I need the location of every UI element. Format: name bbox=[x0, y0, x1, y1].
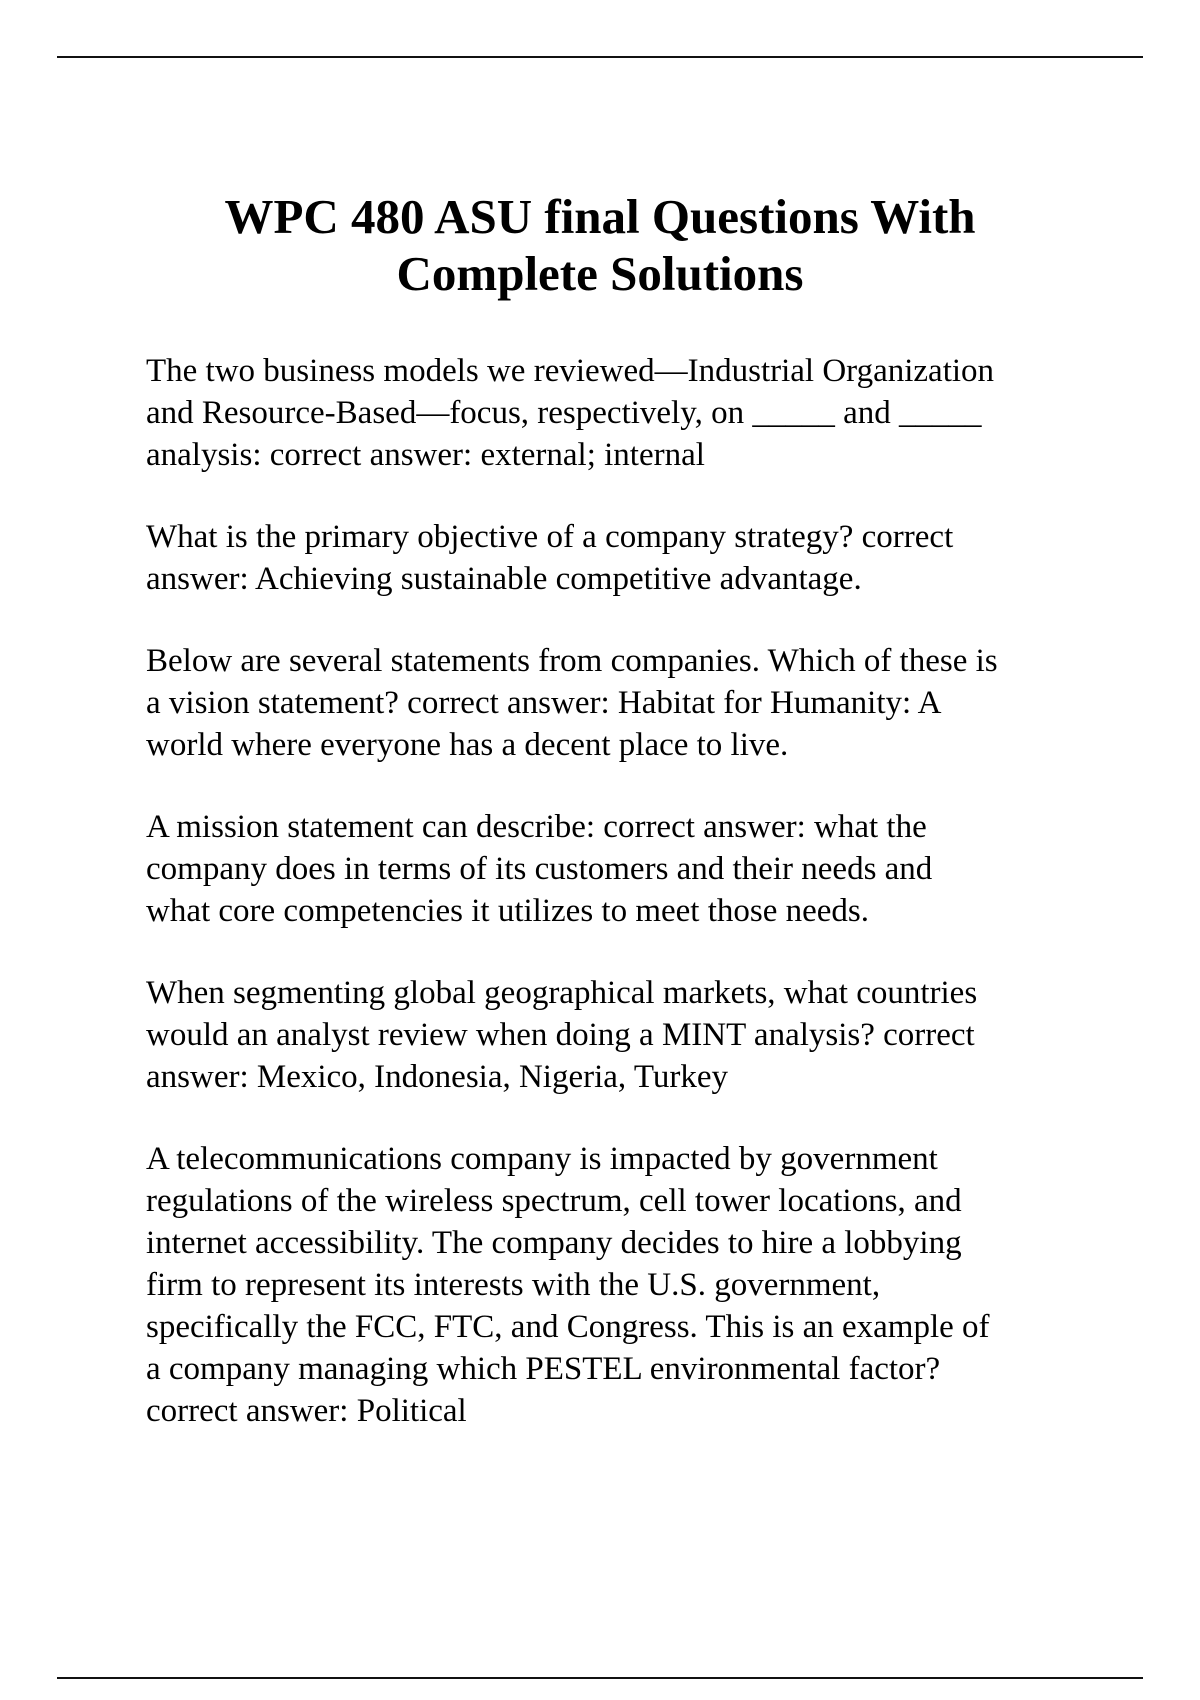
qa-item-4 bbox=[146, 806, 1096, 932]
qa-line: firm to represent its interests with the U.S. government, bbox=[146, 1267, 881, 1303]
qa-line: The two business models we reviewed—Industrial Organization bbox=[146, 353, 995, 389]
qa-line: answer: Mexico, Indonesia, Nigeria, Turkey bbox=[146, 1059, 728, 1095]
qa-item-6 bbox=[146, 1138, 1096, 1432]
qa-line: company does in terms of its customers and their needs and bbox=[146, 851, 933, 887]
title-line-1: WPC 480 ASU final Questions With bbox=[224, 189, 976, 244]
qa-line: answer: Achieving sustainable competitive advantage. bbox=[146, 561, 862, 597]
qa-line: a company managing which PESTEL environmental factor? bbox=[146, 1351, 941, 1387]
qa-line: specifically the FCC, FTC, and Congress. This is an example of bbox=[146, 1309, 990, 1345]
qa-line: and Resource-Based—focus, respectively, on _____ and _____ bbox=[146, 395, 982, 431]
qa-line: analysis: correct answer: external; internal bbox=[146, 437, 705, 473]
qa-line: When segmenting global geographical markets, what countries bbox=[146, 975, 978, 1011]
document-title bbox=[100, 188, 1100, 302]
qa-item-5 bbox=[146, 972, 1096, 1098]
qa-line: What is the primary objective of a company strategy? correct bbox=[146, 519, 954, 555]
qa-line: A mission statement can describe: correct answer: what the bbox=[146, 809, 927, 845]
qa-item-1 bbox=[146, 350, 1096, 476]
qa-item-3 bbox=[146, 640, 1096, 766]
qa-line: a vision statement? correct answer: Habitat for Humanity: A bbox=[146, 685, 942, 721]
title-line-2: Complete Solutions bbox=[396, 246, 804, 301]
qa-line: would an analyst review when doing a MINT analysis? correct bbox=[146, 1017, 975, 1053]
qa-line: A telecommunications company is impacted by government bbox=[146, 1141, 938, 1177]
qa-line: internet accessibility. The company decides to hire a lobbying bbox=[146, 1225, 962, 1261]
qa-line: what core competencies it utilizes to meet those needs. bbox=[146, 893, 870, 929]
qa-list bbox=[146, 350, 1096, 1472]
top-rule bbox=[57, 56, 1143, 58]
bottom-rule bbox=[57, 1677, 1143, 1679]
qa-line: world where everyone has a decent place to live. bbox=[146, 727, 789, 763]
qa-line: Below are several statements from companies. Which of these is bbox=[146, 643, 998, 679]
qa-line: regulations of the wireless spectrum, cell tower locations, and bbox=[146, 1183, 962, 1219]
qa-item-2 bbox=[146, 516, 1096, 600]
qa-line: correct answer: Political bbox=[146, 1393, 467, 1429]
